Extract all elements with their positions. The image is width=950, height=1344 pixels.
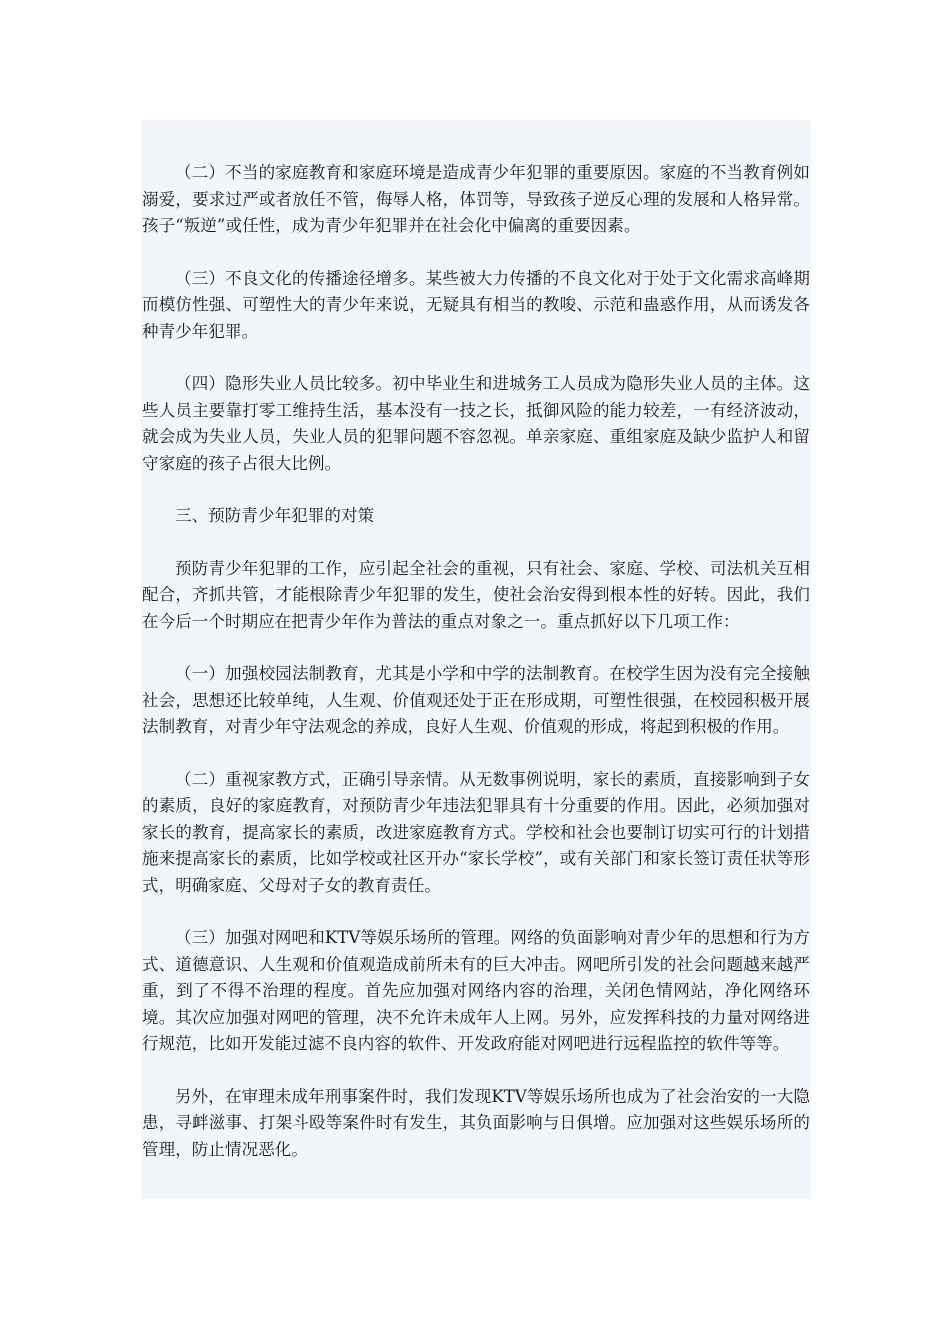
paragraph-family-education: （二）不当的家庭教育和家庭环境是造成青少年犯罪的重要原因。家庭的不当教育例如溺爱，要求过严或者放任不管，侮辱人格，体罚等，导致孩子逆反心理的发展和人格异常。孩子“叛逆”或任性，成为青少年犯罪并在社会化中偏离的重要因素。 xyxy=(142,163,810,235)
paragraph-internet-cafe-management: （三）加强对网吧和KTV等娱乐场所的管理。网络的负面影响对青少年的思想和行为方式、道德意识、人生观和价值观造成前所未有的巨大冲击。网吧所引发的社会问题越来越严重，到了不得不治理的程度。首先应加强对网络内容的治理，关闭色情网站，净化网络环境。其次应加强对网吧的管理，决不允许未成年人上网。另外，应发挥科技的力量对网络进行规范，比如开发能过滤不良内容的软件、开发政府能对网吧进行远程监控的软件等等。 xyxy=(142,928,810,1053)
document-body xyxy=(141,120,811,1199)
paragraph-ktv-management: 另外，在审理未成年刑事案件时，我们发现KTV等娱乐场所也成为了社会治安的一大隐患，寻衅滋事、打架斗殴等案件时有发生，其负面影响与日俱增。应加强对这些娱乐场所的管理，防止情况恶化。 xyxy=(142,1086,810,1159)
paragraph-bad-culture: （三）不良文化的传播途径增多。某些被大力传播的不良文化对于处于文化需求高峰期而模仿性强、可塑性大的青少年来说，无疑具有相当的教唆、示范和蛊惑作用，从而诱发各种青少年犯罪。 xyxy=(142,268,810,341)
section-heading-countermeasures: 三、预防青少年犯罪的对策 xyxy=(175,506,375,525)
paragraph-family-guidance: （二）重视家教方式，正确引导亲情。从无数事例说明，家长的素质，直接影响到子女的素质，良好的家庭教育，对预防青少年违法犯罪具有十分重要的作用。因此，必须加强对家长的教育，提高家长的素质，改进家庭教育方式。学校和社会也要制订切实可行的计划措施来提高家长的素质，比如学校或社区开办“家长学校”，或有关部门和家长签订责任状等形式，明确家庭、父母对子女的教育责任。 xyxy=(142,769,810,895)
paragraph-prevention-intro: 预防青少年犯罪的工作，应引起全社会的重视，只有社会、家庭、学校、司法机关互相配合，齐抓共管，才能根除青少年犯罪的发生，使社会治安得到根本性的好转。因此，我们在今后一个时期应在把青少年作为普法的重点对象之一。重点抓好以下几项工作： xyxy=(142,558,810,631)
paragraph-hidden-unemployment: （四）隐形失业人员比较多。初中毕业生和进城务工人员成为隐形失业人员的主体。这些人员主要靠打零工维持生活，基本没有一技之长，抵御风险的能力较差，一有经济波动，就会成为失业人员，失业人员的犯罪问题不容忽视。单亲家庭、重组家庭及缺少监护人和留守家庭的孩子占很大比例。 xyxy=(142,374,810,473)
paragraph-campus-legal-education: （一）加强校园法制教育，尤其是小学和中学的法制教育。在校学生因为没有完全接触社会，思想还比较单纯，人生观、价值观还处于正在形成期，可塑性很强，在校园积极开展法制教育，对青少年守法观念的养成，良好人生观、价值观的形成，将起到积极的作用。 xyxy=(142,664,810,736)
